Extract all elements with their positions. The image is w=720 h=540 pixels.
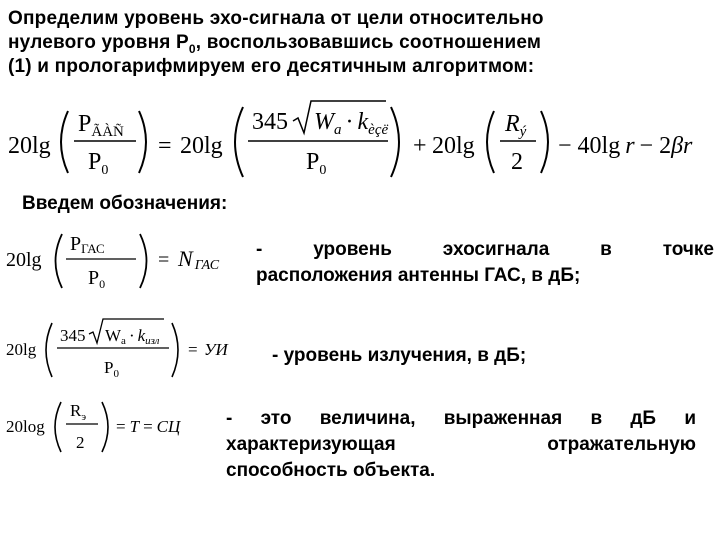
def1-bracket-right xyxy=(140,234,147,288)
main-bracket-1-right xyxy=(139,111,146,173)
main-eq: = xyxy=(158,133,172,159)
main-lg-3: 20lg xyxy=(432,133,475,159)
main-lg-2: 20lg xyxy=(180,133,223,159)
def3-bracket-left xyxy=(55,402,61,452)
def3-num: $R_э$ xyxy=(70,401,87,423)
intro-line-1: Определим уровень эхо-сигнала от цели относительно xyxy=(8,8,544,29)
intro-line-2 xyxy=(8,31,713,55)
def3-description xyxy=(226,406,696,484)
def2-description: - уровень излучения, в дБ; xyxy=(272,345,527,366)
intro-paragraph xyxy=(8,7,713,79)
def3-line-1: - это величина, выраженная в дБ и xyxy=(226,408,696,429)
main-plus: + xyxy=(413,133,427,159)
def2-eq: = xyxy=(188,340,198,359)
intro-line-2-start: нулевого уровня Р xyxy=(8,32,189,53)
def2-coef: 345 xyxy=(60,326,86,345)
def2-bracket-right xyxy=(172,323,178,377)
def3-line-2: характеризующая отражательную xyxy=(226,434,696,455)
main-formula xyxy=(6,93,718,193)
main-lg-1: 20lg xyxy=(8,133,51,159)
def1-result: NГАС xyxy=(178,246,220,273)
def2-bracket-left xyxy=(46,323,52,377)
main-den-2: $P_0$ xyxy=(306,149,327,178)
main-sqrt-content: $W_a \cdot k_{èçë}$ xyxy=(314,109,389,138)
def2-sqrt-content: Wa · kизл xyxy=(105,326,160,347)
def3-bracket-right xyxy=(102,402,108,452)
def1-formula xyxy=(4,226,244,296)
def3-lg: 20log xyxy=(6,417,45,436)
main-den-1: $P_0$ xyxy=(88,149,109,178)
main-tail: − 40lg r − 2βr xyxy=(558,133,693,159)
intro-line-2-end: , воспользовавшись соотношением xyxy=(195,32,542,53)
def1-bracket-left xyxy=(56,234,63,288)
main-bracket-1-left xyxy=(61,111,68,173)
main-bracket-2-left xyxy=(235,107,243,177)
def3-formula xyxy=(4,392,224,462)
subheading: Введем обозначения: xyxy=(22,193,228,214)
def1-description xyxy=(256,238,714,288)
main-num-1: $P_{ÃÀÑ}$ xyxy=(78,111,124,140)
def1-num: PГАС xyxy=(70,233,105,256)
intro-line-3: (1) и прологарифмируем его десятичным алгоритмом: xyxy=(8,56,535,77)
def1-den: $P_0$ xyxy=(88,267,106,291)
def3-line-3: способность объекта. xyxy=(226,460,436,481)
def1-line-1: - уровень эхосигнала в точке xyxy=(256,239,714,260)
def1-lg: 20lg xyxy=(6,249,42,271)
def2-result: УИ xyxy=(204,340,228,359)
def1-eq: = xyxy=(158,249,170,271)
def2-den: $P_0$ xyxy=(104,358,119,380)
def3-tail: = T = СЦ xyxy=(116,417,181,436)
main-bracket-2-right xyxy=(391,107,399,177)
def3-den: 2 xyxy=(76,433,85,452)
def1-line-2: расположения антенны ГАС, в дБ; xyxy=(256,265,581,286)
def2-formula xyxy=(4,315,264,385)
intro-p0-subscript: 0 xyxy=(188,41,196,56)
main-num-3: $R_ý$ xyxy=(505,111,527,140)
main-bracket-3-right xyxy=(541,111,548,173)
def2-lg: 20lg xyxy=(6,340,37,359)
main-bracket-3-left xyxy=(487,111,494,173)
main-coef: 345 xyxy=(252,109,288,135)
main-den-3: 2 xyxy=(511,149,523,175)
